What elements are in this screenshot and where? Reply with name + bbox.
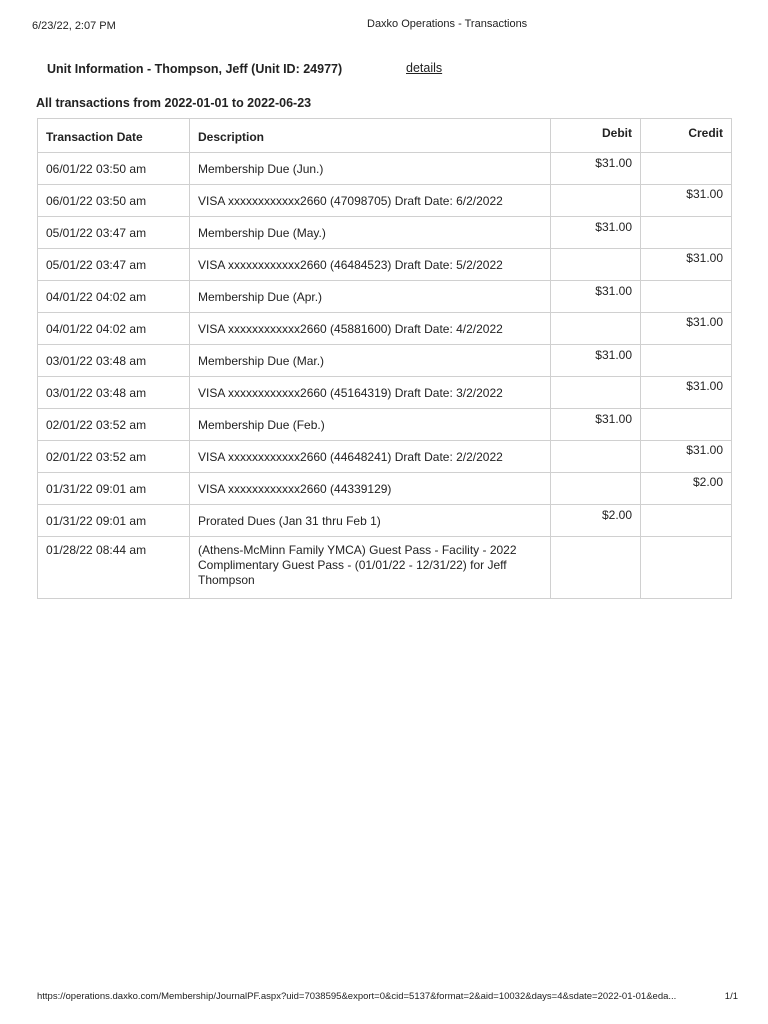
cell-description: VISA xxxxxxxxxxxx2660 (47098705) Draft Date: 6/2/2022 <box>190 185 551 217</box>
cell-description: (Athens-McMinn Family YMCA) Guest Pass - Facility - 2022 Complimentary Guest Pass - (01/01/22 - 12/31/22) for Jeff Thompson <box>190 537 551 599</box>
column-header-credit: Credit <box>641 119 732 153</box>
cell-credit: $31.00 <box>641 377 732 409</box>
cell-credit: $2.00 <box>641 473 732 505</box>
table-row <box>38 313 732 345</box>
cell-description: Membership Due (Apr.) <box>190 281 551 313</box>
cell-debit: $31.00 <box>551 345 641 377</box>
print-datetime: 6/23/22, 2:07 PM <box>32 20 116 32</box>
table-row <box>38 409 732 441</box>
cell-date: 06/01/22 03:50 am <box>38 153 190 185</box>
cell-date: 01/31/22 09:01 am <box>38 505 190 537</box>
cell-credit: $31.00 <box>641 441 732 473</box>
cell-description: Membership Due (Mar.) <box>190 345 551 377</box>
cell-credit <box>641 345 732 377</box>
column-header-debit: Debit <box>551 119 641 153</box>
cell-debit: $2.00 <box>551 505 641 537</box>
cell-date: 04/01/22 04:02 am <box>38 313 190 345</box>
cell-credit: $31.00 <box>641 185 732 217</box>
cell-credit <box>641 409 732 441</box>
table-row <box>38 441 732 473</box>
cell-debit <box>551 441 641 473</box>
cell-date: 01/31/22 09:01 am <box>38 473 190 505</box>
cell-credit <box>641 217 732 249</box>
cell-description: VISA xxxxxxxxxxxx2660 (45881600) Draft Date: 4/2/2022 <box>190 313 551 345</box>
cell-debit: $31.00 <box>551 217 641 249</box>
table-row <box>38 217 732 249</box>
cell-debit: $31.00 <box>551 409 641 441</box>
cell-credit <box>641 505 732 537</box>
cell-debit: $31.00 <box>551 153 641 185</box>
cell-credit: $31.00 <box>641 249 732 281</box>
table-row <box>38 185 732 217</box>
transactions-table <box>37 118 732 599</box>
cell-credit <box>641 537 732 599</box>
column-header-date: Transaction Date <box>38 119 190 153</box>
cell-date: 02/01/22 03:52 am <box>38 409 190 441</box>
cell-description: VISA xxxxxxxxxxxx2660 (45164319) Draft Date: 3/2/2022 <box>190 377 551 409</box>
cell-debit <box>551 185 641 217</box>
details-link[interactable]: details <box>406 61 443 75</box>
print-url: https://operations.daxko.com/Membership/JournalPF.aspx?uid=7038595&export=0&cid=5137&format=2&aid=10032&days=4&sdate=2022-01-01&eda... <box>37 991 677 1002</box>
table-row <box>38 473 732 505</box>
unit-information-heading: Unit Information - Thompson, Jeff (Unit ID: 24977) <box>47 62 343 76</box>
cell-date: 02/01/22 03:52 am <box>38 441 190 473</box>
cell-description: Membership Due (May.) <box>190 217 551 249</box>
table-row <box>38 153 732 185</box>
table-row <box>38 505 732 537</box>
page-number: 1/1 <box>724 991 738 1002</box>
table-row <box>38 345 732 377</box>
transactions-range-title: All transactions from 2022-01-01 to 2022-06-23 <box>36 96 312 110</box>
cell-date: 05/01/22 03:47 am <box>38 217 190 249</box>
print-title: Daxko Operations - Transactions <box>367 18 528 30</box>
cell-date: 03/01/22 03:48 am <box>38 345 190 377</box>
table-header-row <box>38 119 732 153</box>
cell-debit <box>551 377 641 409</box>
cell-date: 05/01/22 03:47 am <box>38 249 190 281</box>
cell-description: VISA xxxxxxxxxxxx2660 (44648241) Draft Date: 2/2/2022 <box>190 441 551 473</box>
cell-date: 04/01/22 04:02 am <box>38 281 190 313</box>
cell-debit <box>551 249 641 281</box>
cell-debit <box>551 473 641 505</box>
cell-description: Membership Due (Jun.) <box>190 153 551 185</box>
cell-description: VISA xxxxxxxxxxxx2660 (44339129) <box>190 473 551 505</box>
cell-date: 06/01/22 03:50 am <box>38 185 190 217</box>
cell-date: 03/01/22 03:48 am <box>38 377 190 409</box>
cell-description: Prorated Dues (Jan 31 thru Feb 1) <box>190 505 551 537</box>
cell-description: Membership Due (Feb.) <box>190 409 551 441</box>
table-row <box>38 249 732 281</box>
cell-credit <box>641 153 732 185</box>
table-row <box>38 537 732 599</box>
cell-date: 01/28/22 08:44 am <box>38 537 190 599</box>
column-header-description: Description <box>190 119 551 153</box>
cell-credit <box>641 281 732 313</box>
cell-description: VISA xxxxxxxxxxxx2660 (46484523) Draft Date: 5/2/2022 <box>190 249 551 281</box>
cell-debit <box>551 313 641 345</box>
cell-debit: $31.00 <box>551 281 641 313</box>
table-row <box>38 281 732 313</box>
table-row <box>38 377 732 409</box>
cell-debit <box>551 537 641 599</box>
cell-credit: $31.00 <box>641 313 732 345</box>
print-header <box>32 18 738 34</box>
